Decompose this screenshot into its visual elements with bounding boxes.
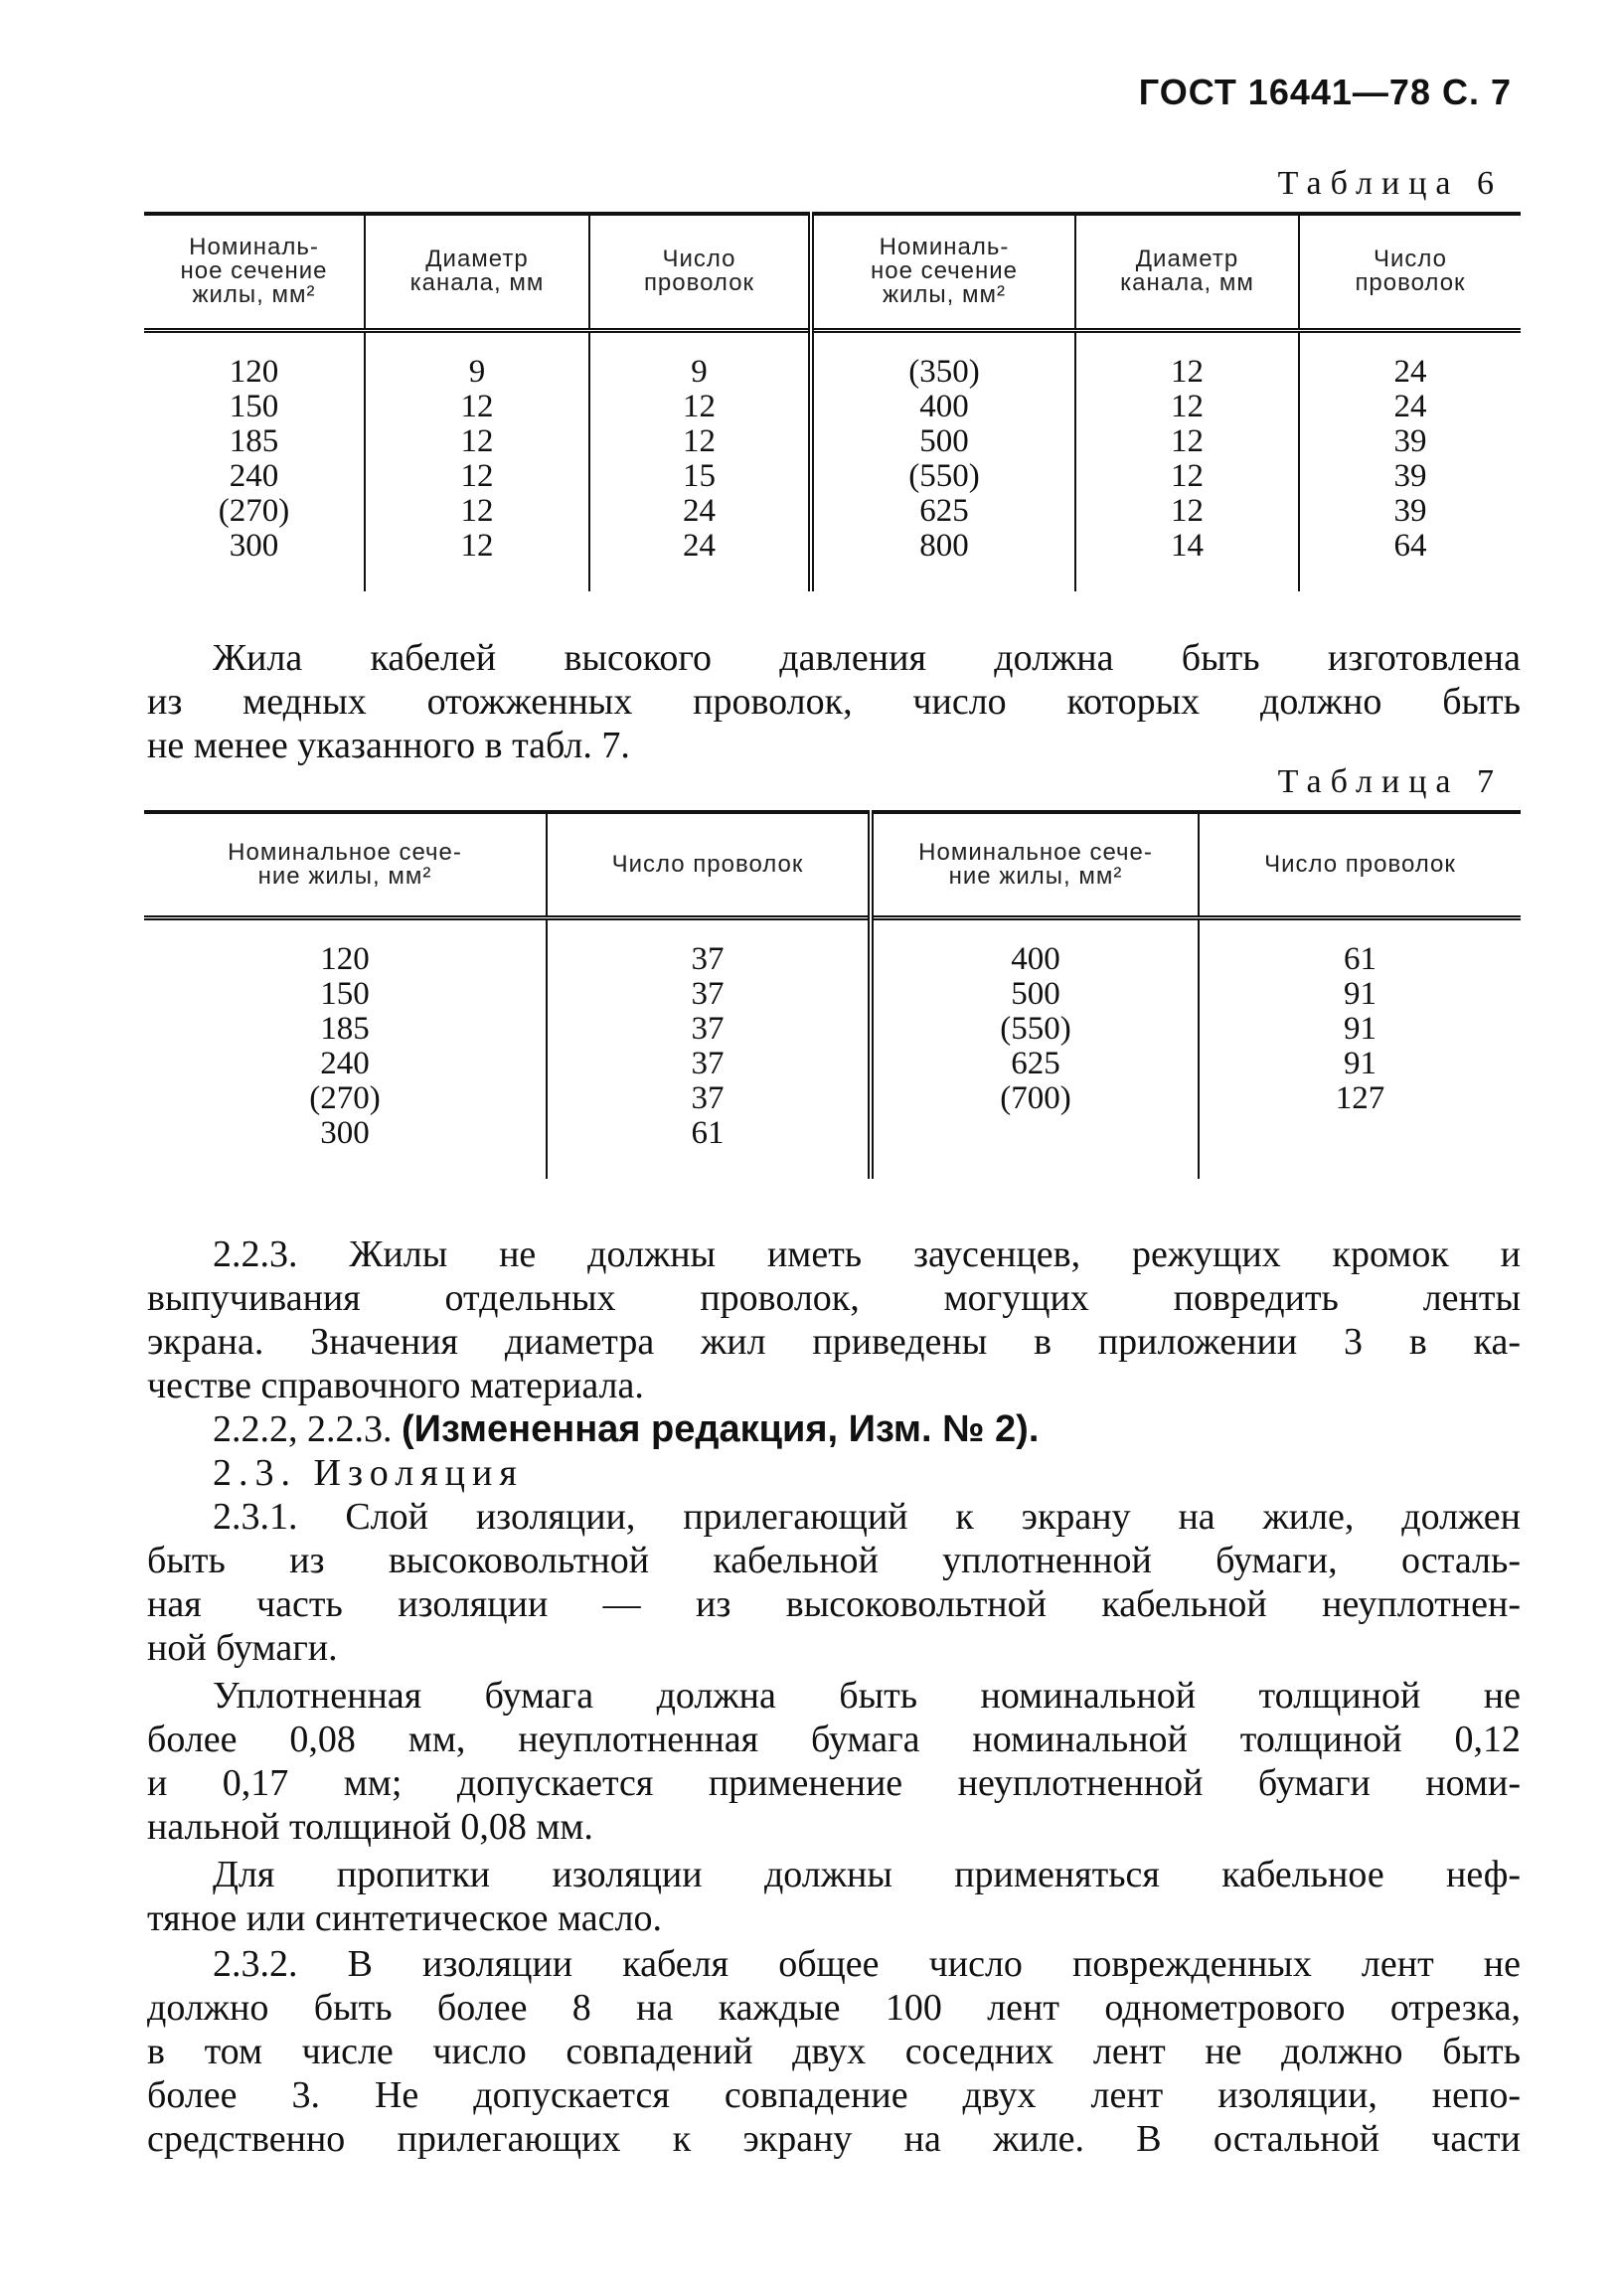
table6-header-section: Номиналь- ное сечение жилы, мм² (144, 214, 365, 330)
text-line: Жила кабелей высокого давления должна быть изготовлена (213, 637, 1521, 679)
table6-col-section: 120 150 185 240 (270) 300 (218, 353, 290, 564)
table6-header-diameter: Диаметр канала, мм (365, 214, 589, 330)
table6-col-diameter: 9 12 12 12 12 12 (365, 330, 589, 591)
paragraph-core-high-pressure (147, 636, 1521, 767)
table6-col-wires-2: 24 24 39 39 39 64 (1299, 330, 1521, 591)
amendment-prefix: 2.2.2, 2.2.3. (213, 1408, 393, 1450)
text-line: средственно прилегающих к экрану на жиле. В остальной части (147, 2118, 1521, 2160)
text-line: Уплотненная бумага должна быть номинальной толщиной не (213, 1675, 1521, 1717)
text-line: из медных отожженных проволок, число которых должно быть (147, 681, 1521, 723)
section-title: 2.3. Изоляция (213, 1452, 524, 1494)
table6-caption: Таблица 6 (1277, 165, 1503, 202)
text-line: ная часть изоляции — из высоковольтной кабельной неуплотнен- (147, 1583, 1521, 1625)
text-line: в том числе число совпадений двух соседних лент не должно быть (147, 2031, 1521, 2072)
text-line: не менее указанного в табл. 7. (147, 725, 630, 766)
table7-header-wires: Число проволок (547, 812, 871, 917)
text-line: должно быть более 8 на каждые 100 лент однометрового отрезка, (147, 1987, 1521, 2029)
table7-col-wires: 37 37 37 37 37 61 (547, 917, 871, 1179)
table7-header-section: Номинальное сече- ние жилы, мм² (144, 812, 547, 917)
table6-header-wires: Число проволок (589, 214, 811, 330)
paragraph-2-2-3 (147, 1232, 1521, 1407)
text-line: 2.3.1. Слой изоляции, прилегающий к экрану на жиле, должен (213, 1496, 1521, 1538)
paragraph-2-3-1 (147, 1495, 1521, 1670)
table6-header-diameter-2: Диаметр канала, мм (1075, 214, 1299, 330)
text-line: более 3. Не допускается совпадение двух лент изоляции, непо- (147, 2074, 1521, 2116)
table7-col-section: 120 150 185 240 (270) 300 (309, 940, 381, 1151)
section-2-3-title (147, 1451, 1521, 1495)
text-line: Для пропитки изоляции должны применяться кабельное неф- (213, 1854, 1521, 1895)
table6-col-wires: 9 12 12 15 24 24 (589, 330, 811, 591)
table6-header-section-2: Номиналь- ное сечение жилы, мм² (811, 214, 1075, 330)
table6-col-diameter-2: 12 12 12 12 12 14 (1075, 330, 1299, 591)
text-line: выпучивания отдельных проволок, могущих повредить ленты (147, 1277, 1521, 1319)
text-line: ной бумаги. (147, 1627, 338, 1669)
text-line: тяное или синтетическое масло. (147, 1897, 662, 1939)
text-line: нальной толщиной 0,08 мм. (147, 1806, 593, 1848)
table7-col-wires-2: 61 91 91 91 127 (1199, 917, 1521, 1179)
amendment-note (147, 1407, 1521, 1451)
text-line: 2.3.2. В изоляции кабеля общее число поврежденных лент не (213, 1943, 1521, 1985)
table7-header-section-2: Номинальное сече- ние жилы, мм² (871, 812, 1199, 917)
text-line: 2.2.3. Жилы не должны иметь заусенцев, режущих кромок и (213, 1233, 1521, 1275)
table7 (144, 810, 1521, 1179)
table7-caption: Таблица 7 (1277, 763, 1503, 800)
paragraph-impregnation-oil (147, 1853, 1521, 1940)
text-line: экрана. Значения диаметра жил приведены в приложении 3 в ка- (147, 1321, 1521, 1363)
paragraph-paper-thickness (147, 1674, 1521, 1849)
text-line: и 0,17 мм; допускается применение неуплотненной бумаги номи- (147, 1762, 1521, 1804)
text-line: быть из высоковольтной кабельной уплотненной бумаги, осталь- (147, 1540, 1521, 1581)
table7-header-wires-2: Число проволок (1199, 812, 1521, 917)
table7-col-section-2: 400 500 (550) 625 (700) (871, 917, 1199, 1179)
amendment-bold: (Измененная редакция, Изм. № 2). (402, 1408, 1040, 1450)
table6-col-section-2: (350) 400 500 (550) 625 800 (811, 330, 1075, 591)
paragraph-2-3-2 (147, 1942, 1521, 2161)
text-line: честве справочного материала. (147, 1365, 644, 1406)
page-header: ГОСТ 16441—78 С. 7 (1138, 72, 1512, 112)
table6-header-wires-2: Число проволок (1299, 214, 1521, 330)
table6 (144, 212, 1521, 591)
text-line: более 0,08 мм, неуплотненная бумага номинальной толщиной 0,12 (147, 1719, 1521, 1760)
